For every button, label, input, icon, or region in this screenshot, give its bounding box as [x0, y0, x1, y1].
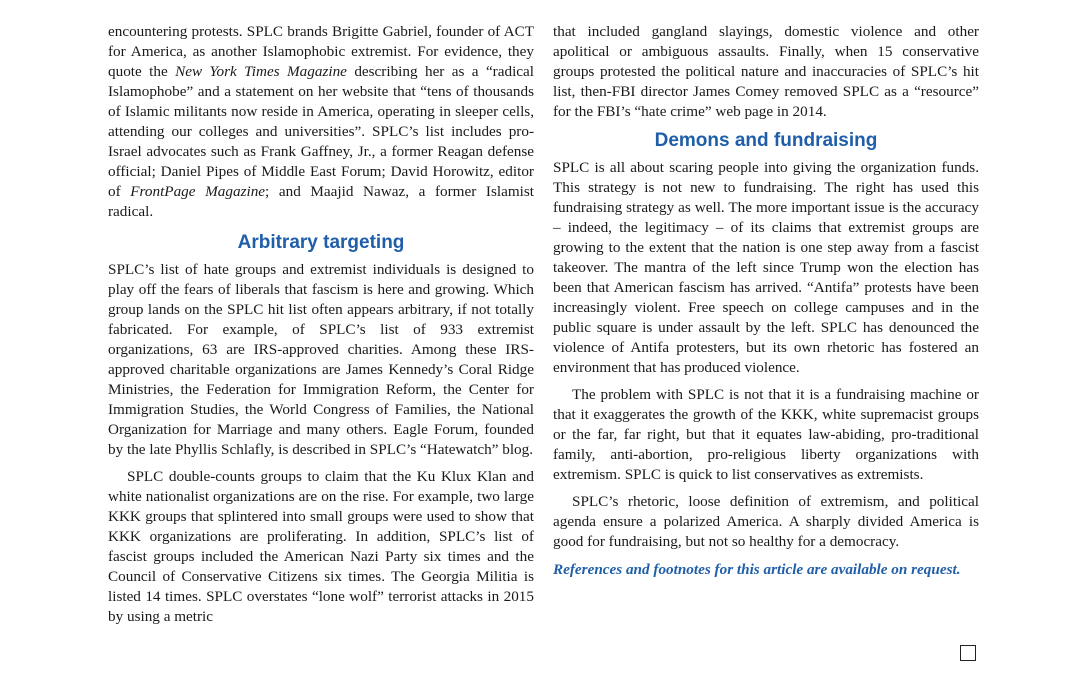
paragraph-hate-list: SPLC’s list of hate groups and extremist individuals is designed to play off the fears of liberals that fascism is here and growing. Which group lands on the SPLC hit list often appears arbitrary, if not totally fabricated. For example, of SPLC’s list of 933 extremist organizations, 63 are IRS-approved charities. Among these IRS-approved charitable organizations are James Kennedy’s Coral Ridge Ministries, the Federation for Immigration Reform, the Center for Immigration Studies, the World Congress of Families, the National Organization for Marriage and many others. Eagle Forum, founded by the late Phyllis Schlafly, is described in SPLC’s “Hatewatch” blog.: [108, 261, 534, 458]
right-column: [553, 22, 979, 580]
paragraph-fbi-comey: that included gangland slayings, domestic violence and other apolitical or ambiguous assaults. Finally, when 15 conservative groups protested the political nature and inaccuracies of SPLC’s hit list, then-FBI director James Comey removed SPLC as a “resource” for the FBI’s “hate crime” web page in 2014.: [553, 23, 979, 120]
section-heading-arbitrary-targeting: Arbitrary targeting: [237, 232, 405, 253]
paragraph-gabriel: [108, 22, 534, 222]
text-run: encountering protests. SPLC brands Brigitte Gabriel, founder of ACT for America, as another Islamophobic extremist. For evidence, they quote the: [108, 23, 534, 80]
paragraph-double-counts: SPLC double-counts groups to claim that the Ku Klux Klan and white nationalist organizations are on the rise. For example, two large KKK groups that splintered into small groups were used to show that KKK organizations are proliferating. In addition, SPLC’s list of fascist groups included the American Nazi Party six times and the Council of Conservative Citizens six times. The Georgia Militia is listed 14 times. SPLC overstates “lone wolf” terrorist attacks in 2015 by using a metric: [108, 468, 534, 625]
section-heading-demons-fundraising: Demons and fundraising: [654, 130, 878, 151]
text-run: describing her as a “radical Islamophobe” and a statement on her website that “tens of thousands of Islamic militants now reside in America, operating in sleeper cells, attending our colleges and universities”. SPLC’s list includes pro-Israel advocates such as Frank Gaffney, Jr., a former Reagan defense official; Daniel Pipes of Middle East Forum; David Horowitz, editor of: [108, 63, 534, 200]
publication-title: FrontPage Magazine: [130, 183, 266, 200]
publication-title: New York Times Magazine: [175, 63, 347, 80]
text-run: ; and Maajid Nawaz, a former Islamist radical.: [108, 183, 534, 220]
left-column: [108, 22, 534, 627]
references-note: References and footnotes for this article are available on request.: [553, 561, 961, 578]
end-of-article-mark: [960, 645, 976, 661]
paragraph-scaring-people: SPLC is all about scaring people into giving the organization funds. This strategy is not new to fundraising. The right has used this fundraising strategy as well. The more important issue is the accuracy – indeed, the legitimacy – of its claims that extremist groups are growing to the extent that the nation is one step away from a fascist takeover. The mantra of the left since Trump won the election has been that American fascism has arrived. “Antifa” protests have been increasingly violent. Free speech on college campuses and in the public square is under assault by the left. SPLC has denounced the violence of Antifa protesters, but its own rhetoric has fostered an environment that has produced violence.: [553, 159, 979, 376]
paragraph-problem: The problem with SPLC is not that it is a fundraising machine or that it exaggerates the growth of the KKK, white supremacist groups or the far, far right, but that it equates law-abiding, pro-traditional family, anti-abortion, pro-religious liberty organizations with extremism. SPLC is quick to list conservatives as extremists.: [553, 386, 979, 483]
paragraph-rhetoric: SPLC’s rhetoric, loose definition of extremism, and political agenda ensure a polarized America. A sharply divided America is good for fundraising, but not so healthy for a democracy.: [553, 493, 979, 550]
